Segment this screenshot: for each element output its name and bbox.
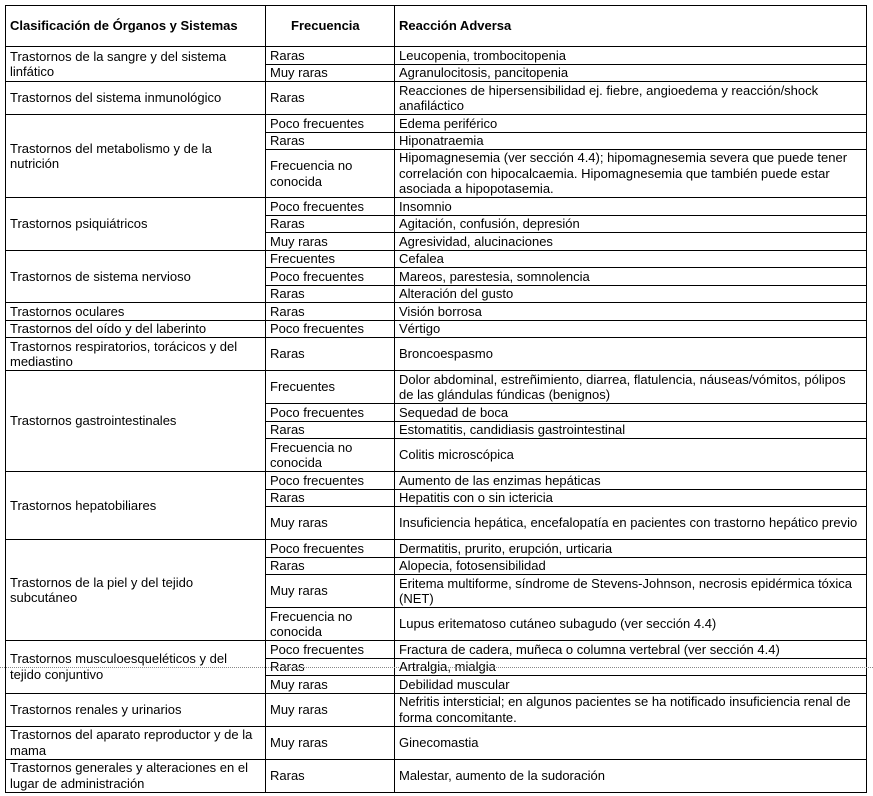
soc-cell: Trastornos del aparato reproductor y de la mama [6, 726, 266, 759]
table-row [6, 371, 867, 404]
frequency-cell: Frecuentes [266, 250, 395, 268]
reaction-cell: Vértigo [395, 320, 867, 338]
reaction-cell: Estomatitis, candidiasis gastrointestinal [395, 421, 867, 439]
reaction-cell: Dermatitis, prurito, erupción, urticaria [395, 540, 867, 558]
table-row [6, 303, 867, 321]
frequency-cell: Frecuencia no conocida [266, 608, 395, 641]
reaction-cell: Lupus eritematoso cutáneo subagudo (ver sección 4.4) [395, 608, 867, 641]
reaction-cell: Insuficiencia hepática, encefalopatía en pacientes con trastorno hepático previo [395, 507, 867, 540]
frequency-cell: Raras [266, 303, 395, 321]
reaction-cell: Mareos, parestesia, somnolencia [395, 268, 867, 286]
frequency-cell: Raras [266, 759, 395, 792]
frequency-cell: Muy raras [266, 693, 395, 726]
soc-cell: Trastornos del metabolismo y de la nutrición [6, 115, 266, 198]
reaction-cell: Dolor abdominal, estreñimiento, diarrea, flatulencia, náuseas/vómitos, pólipos de las glándulas fúndicas (benignos) [395, 371, 867, 404]
frequency-cell: Raras [266, 658, 395, 676]
reaction-cell: Fractura de cadera, muñeca o columna vertebral (ver sección 4.4) [395, 641, 867, 659]
header-reaction: Reacción Adversa [395, 6, 867, 47]
table-row [6, 693, 867, 726]
table-row [6, 250, 867, 268]
soc-cell: Trastornos de sistema nervioso [6, 250, 266, 303]
frequency-cell: Poco frecuentes [266, 198, 395, 216]
frequency-cell: Poco frecuentes [266, 641, 395, 659]
reaction-cell: Alopecia, fotosensibilidad [395, 557, 867, 575]
frequency-cell: Poco frecuentes [266, 472, 395, 490]
soc-cell: Trastornos de la sangre y del sistema linfático [6, 47, 266, 82]
reaction-cell: Agresividad, alucinaciones [395, 233, 867, 251]
table-row [6, 320, 867, 338]
header-row [6, 6, 867, 47]
reaction-cell: Eritema multiforme, síndrome de Stevens-Johnson, necrosis epidérmica tóxica (NET) [395, 575, 867, 608]
reaction-cell: Colitis microscópica [395, 439, 867, 472]
reaction-cell: Agranulocitosis, pancitopenia [395, 64, 867, 82]
frequency-cell: Frecuencia no conocida [266, 439, 395, 472]
reaction-cell: Cefalea [395, 250, 867, 268]
frequency-cell: Raras [266, 489, 395, 507]
frequency-cell: Frecuentes [266, 371, 395, 404]
table-row [6, 82, 867, 115]
soc-cell: Trastornos psiquiátricos [6, 198, 266, 251]
reaction-cell: Debilidad muscular [395, 676, 867, 694]
soc-cell: Trastornos hepatobiliares [6, 472, 266, 540]
soc-cell: Trastornos gastrointestinales [6, 371, 266, 472]
reaction-cell: Artralgia, mialgia [395, 658, 867, 676]
soc-cell: Trastornos oculares [6, 303, 266, 321]
soc-cell: Trastornos del oído y del laberinto [6, 320, 266, 338]
frequency-cell: Raras [266, 557, 395, 575]
frequency-cell: Poco frecuentes [266, 115, 395, 133]
header-soc: Clasificación de Órganos y Sistemas [6, 6, 266, 47]
frequency-cell: Muy raras [266, 64, 395, 82]
reaction-cell: Edema periférico [395, 115, 867, 133]
soc-cell: Trastornos del sistema inmunológico [6, 82, 266, 115]
frequency-cell: Raras [266, 132, 395, 150]
reaction-cell: Insomnio [395, 198, 867, 216]
frequency-cell: Muy raras [266, 726, 395, 759]
frequency-cell: Raras [266, 215, 395, 233]
reaction-cell: Visión borrosa [395, 303, 867, 321]
frequency-cell: Poco frecuentes [266, 540, 395, 558]
table-row [6, 759, 867, 792]
frequency-cell: Poco frecuentes [266, 404, 395, 422]
reaction-cell: Broncoespasmo [395, 338, 867, 371]
soc-cell: Trastornos musculoesqueléticos y del tejido conjuntivo [6, 641, 266, 694]
frequency-cell: Raras [266, 47, 395, 65]
frequency-cell: Poco frecuentes [266, 268, 395, 286]
frequency-cell: Raras [266, 285, 395, 303]
frequency-cell: Raras [266, 421, 395, 439]
reaction-cell: Malestar, aumento de la sudoración [395, 759, 867, 792]
reaction-cell: Reacciones de hipersensibilidad ej. fiebre, angioedema y reacción/shock anafiláctico [395, 82, 867, 115]
reaction-cell: Hipomagnesemia (ver sección 4.4); hipomagnesemia severa que puede tener correlación con hipocalcaemia. Hipomagnesemia que también puede estar asociada a hipopotasemia. [395, 150, 867, 198]
frequency-cell: Muy raras [266, 233, 395, 251]
reaction-cell: Hiponatraemia [395, 132, 867, 150]
frequency-cell: Poco frecuentes [266, 320, 395, 338]
soc-cell: Trastornos generales y alteraciones en el lugar de administración [6, 759, 266, 792]
frequency-cell: Muy raras [266, 575, 395, 608]
frequency-cell: Raras [266, 338, 395, 371]
table-row [6, 472, 867, 490]
reaction-cell: Nefritis intersticial; en algunos pacientes se ha notificado insuficiencia renal de forma concomitante. [395, 693, 867, 726]
frequency-cell: Frecuencia no conocida [266, 150, 395, 198]
frequency-cell: Raras [266, 82, 395, 115]
table-row [6, 641, 867, 659]
frequency-cell: Muy raras [266, 507, 395, 540]
soc-cell: Trastornos renales y urinarios [6, 693, 266, 726]
reaction-cell: Ginecomastia [395, 726, 867, 759]
reaction-cell: Leucopenia, trombocitopenia [395, 47, 867, 65]
table-row [6, 115, 867, 133]
header-frequency: Frecuencia [266, 6, 395, 47]
table-row [6, 540, 867, 558]
table-row [6, 726, 867, 759]
reaction-cell: Aumento de las enzimas hepáticas [395, 472, 867, 490]
frequency-cell: Muy raras [266, 676, 395, 694]
adverse-reactions-table [5, 5, 867, 793]
table-row [6, 338, 867, 371]
soc-cell: Trastornos respiratorios, torácicos y del mediastino [6, 338, 266, 371]
reaction-cell: Agitación, confusión, depresión [395, 215, 867, 233]
reaction-cell: Alteración del gusto [395, 285, 867, 303]
dotted-guide-line [0, 667, 873, 668]
reaction-cell: Hepatitis con o sin ictericia [395, 489, 867, 507]
soc-cell: Trastornos de la piel y del tejido subcutáneo [6, 540, 266, 641]
table-row [6, 198, 867, 216]
table-row [6, 47, 867, 65]
reaction-cell: Sequedad de boca [395, 404, 867, 422]
